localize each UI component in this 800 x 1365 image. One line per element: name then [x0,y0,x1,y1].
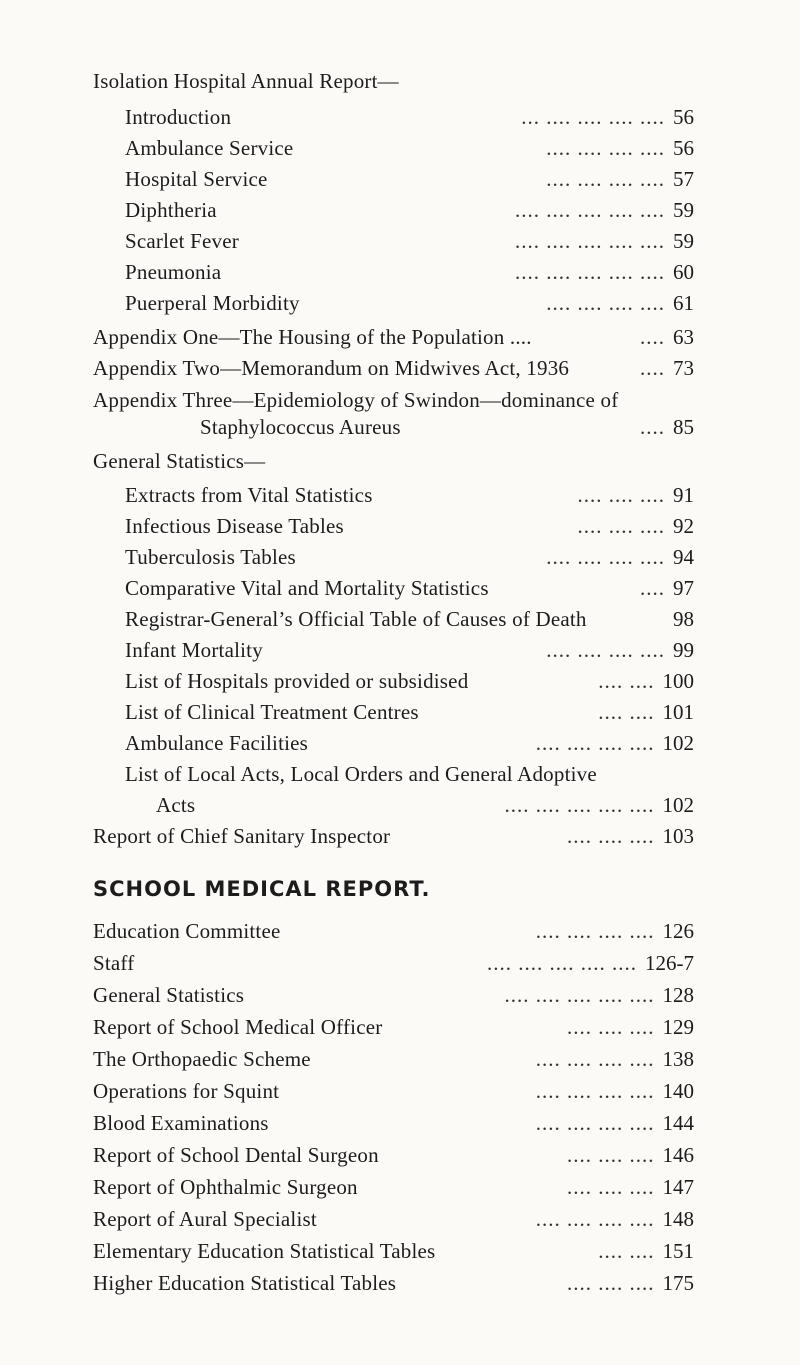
toc-leader-dots: .... .... .... [577,483,665,507]
toc-page-number: 100 [662,669,694,693]
toc-page-number: 61 [673,291,694,315]
toc-leader-dots: .... .... .... .... .... [504,983,655,1007]
toc-page-number: 99 [673,638,694,662]
toc-entry-label: Hospital Service [125,167,268,191]
toc-entry-label: Scarlet Fever [125,229,239,253]
toc-entry-label: Ambulance Facilities [125,731,309,755]
toc-entry-label: The Orthopaedic Scheme [93,1047,311,1071]
toc-leader-dots: .... [640,356,665,380]
toc-leader-dots: .... .... .... .... .... [504,793,655,817]
toc-leader-dots: .... .... .... .... [546,545,665,569]
toc-leader-dots: .... .... .... .... [546,291,665,315]
toc-leader-dots: .... .... [598,1239,655,1263]
toc-page-number: 73 [673,356,694,380]
toc-leader-dots: .... .... .... [577,514,665,538]
toc-leader-dots: .... [640,415,665,439]
toc-entry-label: List of Clinical Treatment Centres [125,700,419,724]
toc-page-number: 138 [662,1047,694,1071]
toc-entry-label: Report of Aural Specialist [93,1207,317,1231]
toc-entry-label: Report of School Medical Officer [93,1015,383,1039]
toc-entry-label: Introduction [125,105,232,129]
toc-leader-dots: .... .... .... .... [535,1111,655,1135]
toc-leader-dots: .... .... .... .... [535,919,655,943]
toc-page-number: 126 [662,919,694,943]
toc-leader-dots: .... .... .... [567,1175,655,1199]
toc-page-number: 175 [662,1271,694,1295]
toc-leader-dots: .... .... .... .... .... [515,260,665,284]
toc-page-number: 92 [673,514,694,538]
toc-page-number: 147 [662,1175,694,1199]
appendix-entry-label: Appendix One—The Housing of the Population .... [93,325,532,349]
toc-entry-label: Diphtheria [125,198,217,222]
toc-entry-label: Report of School Dental Surgeon [93,1143,379,1167]
section-title-isolation: Isolation Hospital Annual Report— [93,69,399,93]
toc-page-number: 98 [673,607,694,631]
toc-page-number: 126-7 [645,951,694,975]
toc-entry-label: Ambulance Service [125,136,294,160]
toc-leader-dots: .... .... .... .... .... [515,198,665,222]
toc-page-number: 97 [673,576,694,600]
toc-entry-label: Comparative Vital and Mortality Statistics [125,576,489,600]
appendix-entry-label: Appendix Three—Epidemiology of Swindon—dominance of [93,388,619,412]
toc-page-number: 148 [662,1207,694,1231]
toc-entry-label: Extracts from Vital Statistics [125,483,373,507]
toc-entry-label: Report of Chief Sanitary Inspector [93,824,391,848]
toc-leader-dots: .... .... [598,669,655,693]
toc-leader-dots: .... .... .... [567,1143,655,1167]
toc-leader-dots: .... .... .... .... [535,1047,655,1071]
toc-leader-dots: .... .... [598,700,655,724]
toc-leader-dots: .... [640,576,665,600]
toc-page-number: 85 [673,415,694,439]
toc-leader-dots: .... .... .... [567,1015,655,1039]
toc-page-number: 146 [662,1143,694,1167]
toc-entry-label: Infectious Disease Tables [125,514,344,538]
section-title-school-medical-report: SCHOOL MEDICAL REPORT. [93,877,431,901]
toc-page-number: 101 [662,700,694,724]
toc-leader-dots: .... .... .... [567,1271,655,1295]
toc-entry-label: General Statistics [93,983,245,1007]
toc-page-number: 140 [662,1079,694,1103]
toc-entry-label: List of Local Acts, Local Orders and General Adoptive [125,762,597,786]
toc-entry-label: List of Hospitals provided or subsidised [125,669,469,693]
toc-leader-dots: .... .... .... .... [535,731,655,755]
toc-page-number: 57 [673,167,694,191]
toc-leader-dots: .... .... .... .... ... [521,105,665,129]
toc-page-number: 56 [673,105,694,129]
toc-page-number: 102 [662,731,694,755]
toc-page-number: 103 [662,824,694,848]
toc-entry-label: Pneumonia [125,260,222,284]
toc-leader-dots: .... .... .... [567,824,655,848]
toc-entry-label: Registrar-General’s Official Table of Causes of Death [125,607,587,631]
toc-page-number: 151 [662,1239,694,1263]
toc-entry-label: Tuberculosis Tables [125,545,296,569]
appendix-entry-label: Appendix Two—Memorandum on Midwives Act, 1936 [93,356,570,380]
toc-leader-dots: .... .... .... .... [546,167,665,191]
toc-page-number: 63 [673,325,694,349]
toc-page-number: 129 [662,1015,694,1039]
toc-entry-label: Staff [93,951,135,975]
toc-page-number: 56 [673,136,694,160]
toc-page-number: 102 [662,793,694,817]
toc-entry-label: Puerperal Morbidity [125,291,300,315]
toc-entry-label: Higher Education Statistical Tables [93,1271,397,1295]
toc-page-number: 60 [673,260,694,284]
toc-leader-dots: .... [640,325,665,349]
toc-entry-label: Operations for Squint [93,1079,280,1103]
toc-entry-label: Infant Mortality [125,638,263,662]
toc-page-number: 144 [662,1111,694,1135]
toc-entry-label: Education Committee [93,919,281,943]
toc-entry-continuation: Acts [156,793,196,817]
toc-page-number: 128 [662,983,694,1007]
toc-page-number: 59 [673,229,694,253]
toc-leader-dots: .... .... .... .... [535,1079,655,1103]
toc-entry-label: Elementary Education Statistical Tables [93,1239,436,1263]
toc-page-number: 94 [673,545,694,569]
toc-entry-label: Blood Examinations [93,1111,269,1135]
section-title-general-statistics: General Statistics— [93,449,266,473]
toc-leader-dots: .... .... .... .... .... [515,229,665,253]
toc-leader-dots: .... .... .... .... [546,638,665,662]
toc-page-number: 59 [673,198,694,222]
toc-page-number: 91 [673,483,694,507]
toc-leader-dots: .... .... .... .... [546,136,665,160]
appendix-entry-continuation: Staphylococcus Aureus [200,415,401,439]
toc-leader-dots: .... .... .... .... .... [487,951,637,975]
toc-leader-dots: .... .... .... .... [535,1207,655,1231]
toc-entry-label: Report of Ophthalmic Surgeon [93,1175,358,1199]
